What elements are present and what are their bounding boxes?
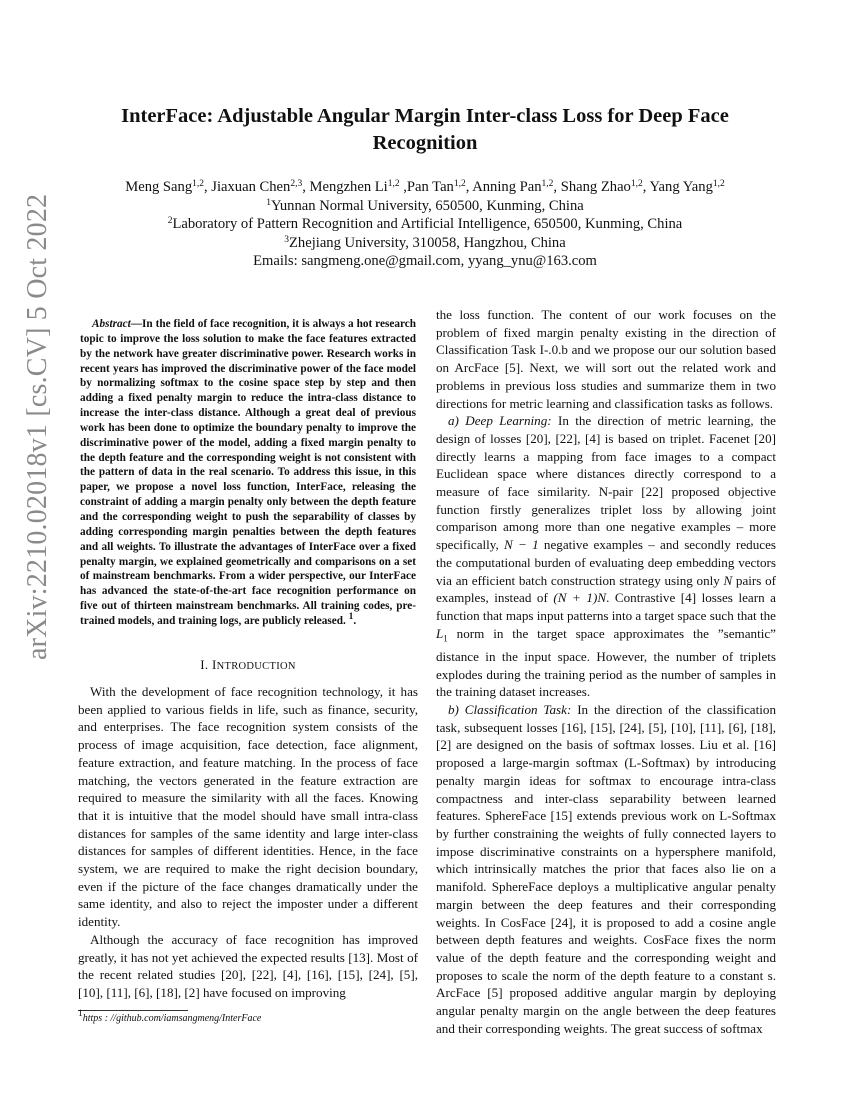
title-line-1: InterFace: Adjustable Angular Margin Inter-class Loss for Deep Face: [121, 105, 729, 127]
classification-paragraph: [436, 701, 776, 1037]
paragraph-heading: b) Classification Task:: [448, 702, 572, 718]
affiliation-text: Yunnan Normal University, 650500, Kunming, China: [270, 197, 584, 214]
paragraph-text: In the direction of the classification task, subsequent losses [16], [15], [24], [5], [10], [11], [6], [18], [2] are designed on the basis of softmax losses. Liu et al. [16] proposed a large-margin softmax (L-Softmax) by introducing penalty margin ideas for softmax to encourage intra-class compactness and inter-class separability between learned features. SphereFace [15] extends previous work on L-Softmax by further constraining the weights of fully connected layers to impose discriminative constraints on a hypersphere manifold, which intrinsically matches the prior that faces also lie on a manifold. SphereFace deploys a multiplicative angular penalty margin between the deep features and their corresponding weights. In CosFace [24], it is proposed to add a cosine angle between depth features and weights. CosFace fixes the norm value of the depth feature and the corresponding weight and proposes to scale the norm of the depth feature to a constant s. ArcFace [5] proposed additive angular margin by deploying angular penalty margin on the angle between the deep features and their corresponding weights. The great success of softmax: [436, 702, 776, 1036]
affiliation-1: [60, 197, 790, 216]
author-name: , Anning Pan: [465, 179, 542, 195]
section-numeral: I.: [200, 657, 209, 672]
author-name: , Mengzhen Li: [302, 179, 388, 195]
section-title-rest: NTRODUCTION: [216, 661, 296, 672]
author-name: , Jiaxuan Chen: [204, 179, 291, 195]
introduction-body: [78, 683, 418, 1002]
author-name: Meng Sang: [125, 179, 193, 195]
math-subscript: 1: [443, 633, 448, 644]
author-name: , Yang Yang: [642, 179, 713, 195]
affiliation-text: Zhejiang University, 310058, Hangzhou, China: [289, 234, 566, 251]
footnote: [78, 1009, 262, 1024]
footnote-rule: [78, 1010, 188, 1011]
author-affil: 2,3: [290, 179, 303, 189]
abstract-paragraph: [80, 317, 416, 629]
emails: Emails: sangmeng.one@gmail.com, yyang_ynu@163.com: [253, 253, 597, 269]
arxiv-identifier: arXiv:2210.02018v1 [cs.CV] 5 Oct 2022: [22, 193, 53, 660]
section-heading-introduction: [78, 657, 418, 673]
author-affil: 1,2: [387, 179, 400, 189]
math-expression: N: [723, 572, 733, 588]
intro-paragraph: With the development of face recognition technology, it has been applied to various fields in life, such as finance, security, and enterprises. The face recognition system consists of the process of image acquisition, face detection, face alignment, feature extraction, and feature matching. In the process of face matching, the vectors generated in the feature extraction are required to measure the similarity with all the faces. Knowing that it is intuitive that the model should have small intra-class distances for samples of the same identity and large inter-class distances for samples of different identities. Hence, in the face system, we are required to make the right decision boundary, even if the picture of the face changes dramatically under the same identity, and also to reject the imposter under a different identity.: [78, 684, 418, 930]
right-column: [436, 306, 776, 1037]
abstract-end: .: [353, 614, 357, 627]
paragraph-text: In the direction of metric learning, the design of losses [20], [22], [4] is based on triplet. Facenet [20] directly learns a mapping from face images to a compact Euclidean space where distances directly correspond to a measure of face similarity. N-pair [22] proposed objective function firstly generalizes triplet loss by allowing joint comparison among more than one negative examples – more specifically,: [436, 413, 776, 553]
author-list: [60, 178, 790, 197]
affiliation-mark: 3: [284, 234, 290, 245]
paragraph-text: norm in the target space approximates the ”semantic” distance in the input space. However, the number of triplets explodes during the training period as the number of samples in the training dataset increases.: [436, 625, 776, 700]
author-name: , Shang Zhao: [553, 179, 631, 195]
paragraph-heading: a) Deep Learning:: [448, 413, 552, 429]
abstract-dash: —: [130, 318, 143, 330]
paragraph-text: pairs of examples, instead of: [436, 572, 776, 606]
paper-title: [80, 103, 770, 157]
author-affil: 1,2: [712, 179, 725, 189]
title-line-2: Recognition: [372, 132, 478, 154]
related-work-intro: the loss function. The content of our work focuses on the problem of fixed margin penalty existing in the direction of Classification Task I-.0.b and we propose our our solution based on ArcFace [5]. Next, we will sort out the related work and problems in previous loss studies and summarize them in two directions for metric learning and classification tasks as follows.: [436, 307, 776, 411]
footnote-ref: 1: [348, 611, 354, 622]
abstract-text: In the field of face recognition, it is always a hot research topic to improve the loss solution to make the face features extracted by the network have greater discriminative power. Research works in recent years has improved the discriminative power of the face model by normalizing softmax to the cosine space step by step and then adding a fixed penalty margin to reduce the intra-class distance to increase the inter-class distance. Although a great deal of previous work has been done to optimize the boundary penalty to improve the discriminative power of the model, adding a fixed margin penalty to the depth feature and the corresponding weight is not consistent with the pattern of data in the real scenario. To address this issue, in this paper, we propose a novel loss function, InterFace, releasing the constraint of adding a margin penalty only between the depth feature and the corresponding weight to push the separability of classes by adding corresponding margin penalties between the depth features and all weights. To illustrate the advantages of InterFace over a fixed penalty margin, we explained geometrically and comparisons on a set of mainstream benchmarks. From a wider perspective, our InterFace has advanced the state-of-the-art face recognition performance on five out of thirteen mainstream benchmarks. All training codes, pre-trained models, and training logs, are publicly released.: [80, 318, 416, 627]
math-expression: N − 1: [504, 537, 539, 553]
author-block: [60, 178, 790, 271]
author-name: ,Pan Tan: [399, 179, 454, 195]
author-affil: 1,2: [630, 179, 643, 189]
footnote-mark: 1: [78, 1009, 83, 1019]
affiliation-3: [60, 234, 790, 253]
affiliation-text: Laboratory of Pattern Recognition and Artificial Intelligence, 650500, Kunming, China: [172, 216, 683, 232]
section-title: [212, 657, 296, 672]
math-expression: L: [436, 625, 444, 641]
paragraph-text: . Contrastive [4] losses learn a function that maps input patterns into a target space such that the: [436, 590, 776, 623]
abstract-label: Abstract: [92, 318, 131, 330]
author-affil: 1,2: [192, 179, 204, 189]
affiliation-mark: 1: [266, 197, 271, 208]
affiliation-mark: 2: [167, 216, 173, 226]
deep-learning-paragraph: [436, 412, 776, 701]
author-affil: 1,2: [453, 179, 466, 189]
affiliation-2: [60, 215, 790, 234]
author-affil: 1,2: [541, 179, 554, 189]
section-title-initial: I: [211, 657, 217, 672]
math-expression: (N + 1)N: [553, 590, 607, 606]
footnote-link[interactable]: https : //github.com/iamsangmeng/InterFace: [82, 1013, 262, 1024]
abstract: [80, 317, 416, 629]
intro-paragraph: Although the accuracy of face recognition has improved greatly, it has not yet achieved the expected results [13]. Most of the recent related studies [20], [22], [4], [16], [15], [24], [5], [10], [11], [6], [18], [2] have focused on improving: [78, 931, 418, 1000]
paragraph-text: negative examples – and secondly reduces the computational burden of evaluating deep embedding vectors via an efficient batch construction strategy using only: [436, 537, 776, 588]
